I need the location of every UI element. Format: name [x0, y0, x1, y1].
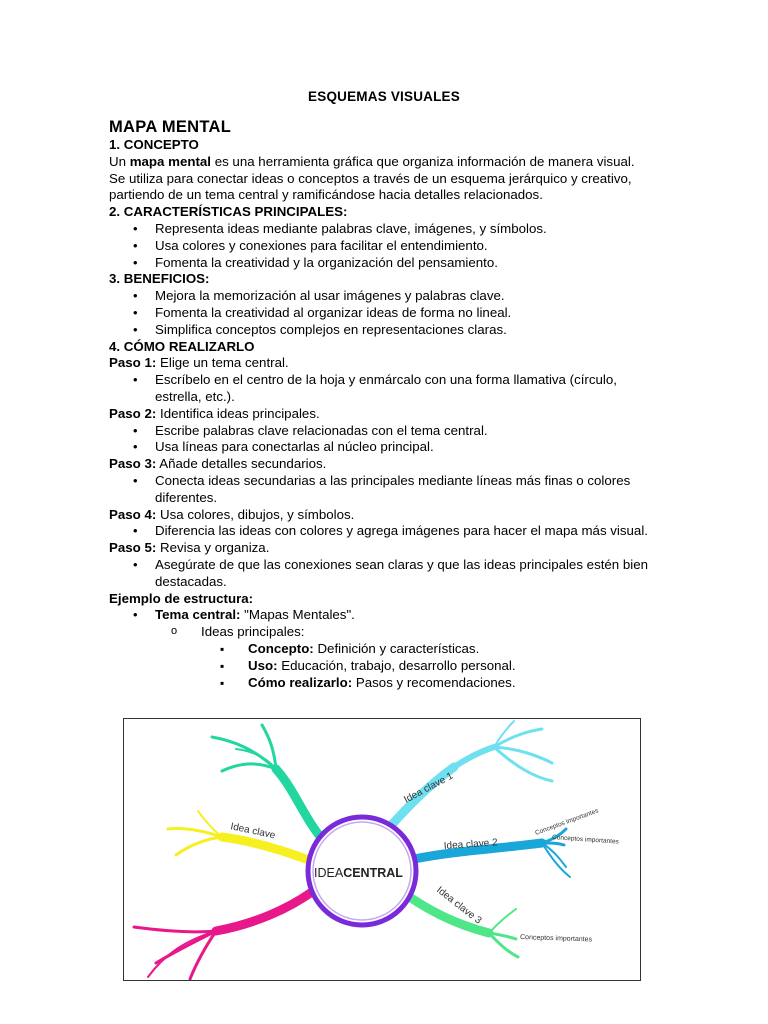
- como-heading: 4. CÓMO REALIZARLO: [109, 338, 255, 354]
- ideas-principales-item: o Ideas principales:: [109, 624, 654, 641]
- list-item: • Mejora la memorización al usar imágenes y palabras clave.: [109, 288, 654, 305]
- list-item: • Fomenta la creatividad y la organización del pensamiento.: [109, 255, 654, 272]
- idea-label: Concepto:: [248, 640, 314, 656]
- sub-concept-2: Conceptos importantes: [551, 834, 620, 846]
- ejemplo-heading: Ejemplo de estructura:: [109, 590, 254, 606]
- idea-label: Uso:: [248, 657, 278, 673]
- ideas-list: [109, 624, 654, 641]
- branch-bottom-left: [134, 889, 316, 979]
- center-label-light: IDEA: [314, 866, 344, 880]
- paso-2-list: [109, 423, 654, 457]
- paso-label: Paso 5:: [109, 540, 157, 556]
- caracteristicas-list: [109, 221, 654, 271]
- branch-left: [168, 811, 306, 859]
- idea-left-label: Idea clave: [229, 821, 277, 842]
- branch-idea-1: [386, 721, 552, 831]
- ideas-sublist: [109, 641, 654, 691]
- paso-text: Usa colores, dibujos, y símbolos.: [156, 506, 355, 522]
- idea-3-label: Idea clave 3: [434, 884, 484, 927]
- paso-text: Añade detalles secundarios.: [156, 456, 327, 472]
- branch-top-left: [212, 725, 322, 842]
- paso-4: [109, 507, 654, 524]
- paso-5: [109, 540, 654, 557]
- list-item: • Usa líneas para conectarlas al núcleo principal.: [109, 439, 654, 456]
- sub-concept-3: Conceptos importantes: [519, 934, 593, 944]
- paso-3-list: [109, 473, 654, 507]
- concepto-pre: Un: [109, 153, 130, 169]
- idea-1-label: Idea clave 1: [402, 770, 456, 806]
- list-item: • Fomenta la creatividad al organizar ideas de forma no lineal.: [109, 305, 654, 322]
- idea-item: [109, 675, 654, 692]
- paso-3: [109, 456, 654, 473]
- paso-4-list: [109, 523, 654, 540]
- idea-label: Cómo realizarlo:: [248, 674, 353, 690]
- list-item: • Simplifica conceptos complejos en representaciones claras.: [109, 322, 654, 339]
- idea-text: Pasos y recomendaciones.: [352, 674, 516, 690]
- paso-label: Paso 2:: [109, 405, 157, 421]
- list-item: • Escribe palabras clave relacionadas con el tema central.: [109, 423, 654, 440]
- paso-1-list: [109, 372, 654, 406]
- idea-item: [109, 658, 654, 675]
- paso-text: Elige un tema central.: [156, 355, 289, 371]
- beneficios-list: [109, 288, 654, 338]
- paso-5-list: [109, 557, 654, 591]
- list-item: • Usa colores y conexiones para facilitar el entendimiento.: [109, 238, 654, 255]
- paso-label: Paso 1:: [109, 355, 157, 371]
- concepto-heading: 1. CONCEPTO: [109, 137, 199, 152]
- list-item: • Diferencia las ideas con colores y agrega imágenes para hacer el mapa más visual.: [109, 523, 654, 540]
- idea-item: [109, 641, 654, 658]
- list-item: • Conecta ideas secundarias a las principales mediante líneas más finas o colores diferentes.: [109, 473, 654, 507]
- sub-concept-1: Conceptos importantes: [534, 807, 600, 837]
- list-item: • Escríbelo en el centro de la hoja y enmárcalo con una forma llamativa (círculo, estrella, etc.).: [109, 372, 654, 406]
- paso-text: Revisa y organiza.: [156, 540, 270, 556]
- list-item: • Representa ideas mediante palabras clave, imágenes, y símbolos.: [109, 221, 654, 238]
- document-content: [109, 118, 654, 691]
- section-heading: MAPA MENTAL: [109, 118, 232, 136]
- idea-text: Definición y características.: [313, 640, 480, 656]
- mind-map-figure: [123, 718, 641, 981]
- paso-text: Identifica ideas principales.: [156, 405, 320, 421]
- paso-2: [109, 406, 654, 423]
- concepto-bold: mapa mental: [129, 153, 211, 169]
- caracteristicas-heading: 2. CARACTERÍSTICAS PRINCIPALES:: [109, 204, 348, 220]
- branch-idea-2: [414, 829, 570, 877]
- paso-label: Paso 4:: [109, 506, 157, 522]
- concepto-paragraph: [109, 154, 654, 204]
- document-title: ESQUEMAS VISUALES: [308, 89, 460, 104]
- paso-1: [109, 355, 654, 372]
- idea-text: Educación, trabajo, desarrollo personal.: [277, 657, 516, 673]
- concepto-rest: es una herramienta gráfica que organiza información de manera visual. Se utiliza para conectar ideas o conceptos a través de un esquema jerárquico y creativo, partiendo de un tema central y ramificándose hacia detalles relacionados.: [109, 153, 635, 203]
- beneficios-heading: 3. BENEFICIOS:: [109, 271, 210, 287]
- paso-label: Paso 3:: [109, 456, 157, 472]
- center-label-bold: CENTRAL: [343, 866, 403, 880]
- ejemplo-list: [109, 607, 654, 624]
- mind-map-illustration: [124, 719, 640, 980]
- tema-label: Tema central:: [155, 607, 241, 623]
- tema-value: "Mapas Mentales".: [240, 607, 355, 623]
- tema-central-item: [109, 607, 654, 624]
- idea-2-label: Idea clave 2: [443, 837, 499, 852]
- center-label: [314, 866, 403, 880]
- list-item: • Asegúrate de que las conexiones sean claras y que las ideas principales estén bien destacadas.: [109, 557, 654, 591]
